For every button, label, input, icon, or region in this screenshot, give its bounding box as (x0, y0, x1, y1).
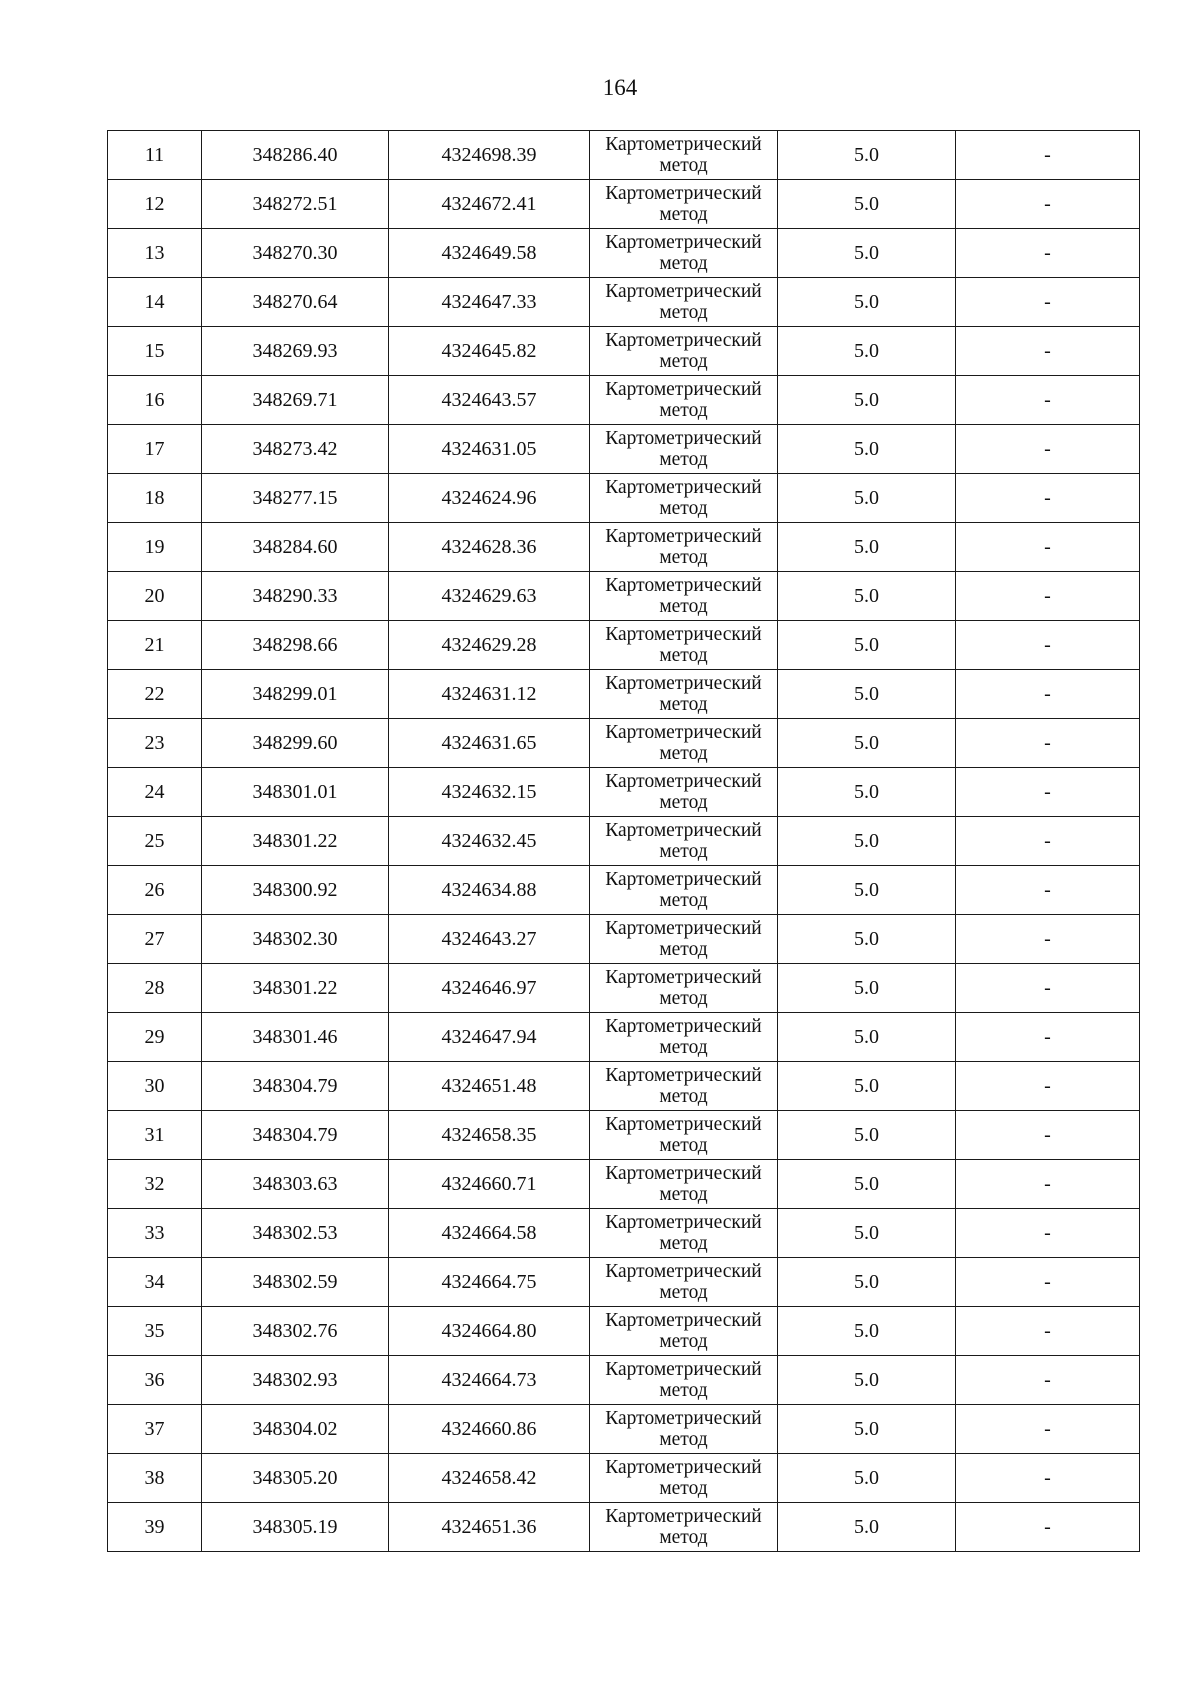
point-number-cell: 19 (108, 523, 202, 572)
table-row (108, 1405, 1140, 1454)
note-cell: - (956, 278, 1140, 327)
page-number: 164 (602, 75, 638, 100)
point-number-cell: 33 (108, 1209, 202, 1258)
accuracy-cell: 5.0 (778, 1307, 956, 1356)
x-coordinate-cell: 348304.79 (202, 1111, 389, 1160)
x-coordinate-cell: 348301.46 (202, 1013, 389, 1062)
table-row (108, 1013, 1140, 1062)
point-number-cell: 12 (108, 180, 202, 229)
note-cell: - (956, 1160, 1140, 1209)
x-coordinate-cell: 348302.93 (202, 1356, 389, 1405)
method-cell: Картометрический метод (590, 1307, 778, 1356)
table-row (108, 572, 1140, 621)
coordinates-table (107, 130, 1140, 1552)
x-coordinate-cell: 348277.15 (202, 474, 389, 523)
x-coordinate-cell: 348301.22 (202, 817, 389, 866)
y-coordinate-cell: 4324624.96 (389, 474, 590, 523)
method-cell: Картометрический метод (590, 425, 778, 474)
method-cell: Картометрический метод (590, 1062, 778, 1111)
note-cell: - (956, 327, 1140, 376)
note-cell: - (956, 131, 1140, 180)
x-coordinate-cell: 348269.71 (202, 376, 389, 425)
method-cell: Картометрический метод (590, 229, 778, 278)
table-row (108, 1307, 1140, 1356)
accuracy-cell: 5.0 (778, 327, 956, 376)
x-coordinate-cell: 348290.33 (202, 572, 389, 621)
method-cell: Картометрический метод (590, 327, 778, 376)
table-row (108, 327, 1140, 376)
y-coordinate-cell: 4324672.41 (389, 180, 590, 229)
note-cell: - (956, 621, 1140, 670)
note-cell: - (956, 474, 1140, 523)
method-cell: Картометрический метод (590, 1454, 778, 1503)
point-number-cell: 24 (108, 768, 202, 817)
x-coordinate-cell: 348299.60 (202, 719, 389, 768)
y-coordinate-cell: 4324628.36 (389, 523, 590, 572)
y-coordinate-cell: 4324629.28 (389, 621, 590, 670)
table-row (108, 866, 1140, 915)
note-cell: - (956, 719, 1140, 768)
x-coordinate-cell: 348304.02 (202, 1405, 389, 1454)
y-coordinate-cell: 4324664.75 (389, 1258, 590, 1307)
y-coordinate-cell: 4324631.65 (389, 719, 590, 768)
point-number-cell: 11 (108, 131, 202, 180)
accuracy-cell: 5.0 (778, 670, 956, 719)
x-coordinate-cell: 348301.22 (202, 964, 389, 1013)
accuracy-cell: 5.0 (778, 1405, 956, 1454)
note-cell: - (956, 768, 1140, 817)
point-number-cell: 18 (108, 474, 202, 523)
note-cell: - (956, 866, 1140, 915)
note-cell: - (956, 1454, 1140, 1503)
method-cell: Картометрический метод (590, 1503, 778, 1552)
y-coordinate-cell: 4324664.73 (389, 1356, 590, 1405)
point-number-cell: 39 (108, 1503, 202, 1552)
table-row (108, 180, 1140, 229)
accuracy-cell: 5.0 (778, 768, 956, 817)
table-row (108, 1356, 1140, 1405)
x-coordinate-cell: 348301.01 (202, 768, 389, 817)
table-row (108, 523, 1140, 572)
table-row (108, 229, 1140, 278)
x-coordinate-cell: 348302.59 (202, 1258, 389, 1307)
table-row (108, 1209, 1140, 1258)
method-cell: Картометрический метод (590, 621, 778, 670)
note-cell: - (956, 376, 1140, 425)
table-row (108, 719, 1140, 768)
table-row (108, 1258, 1140, 1307)
y-coordinate-cell: 4324647.94 (389, 1013, 590, 1062)
point-number-cell: 31 (108, 1111, 202, 1160)
accuracy-cell: 5.0 (778, 1209, 956, 1258)
accuracy-cell: 5.0 (778, 1111, 956, 1160)
note-cell: - (956, 523, 1140, 572)
x-coordinate-cell: 348302.53 (202, 1209, 389, 1258)
x-coordinate-cell: 348269.93 (202, 327, 389, 376)
y-coordinate-cell: 4324660.86 (389, 1405, 590, 1454)
method-cell: Картометрический метод (590, 1160, 778, 1209)
table-row (108, 670, 1140, 719)
x-coordinate-cell: 348304.79 (202, 1062, 389, 1111)
method-cell: Картометрический метод (590, 719, 778, 768)
y-coordinate-cell: 4324632.45 (389, 817, 590, 866)
x-coordinate-cell: 348302.76 (202, 1307, 389, 1356)
y-coordinate-cell: 4324629.63 (389, 572, 590, 621)
x-coordinate-cell: 348272.51 (202, 180, 389, 229)
accuracy-cell: 5.0 (778, 1160, 956, 1209)
y-coordinate-cell: 4324658.35 (389, 1111, 590, 1160)
point-number-cell: 26 (108, 866, 202, 915)
table-row (108, 1062, 1140, 1111)
y-coordinate-cell: 4324651.48 (389, 1062, 590, 1111)
point-number-cell: 25 (108, 817, 202, 866)
table-row (108, 817, 1140, 866)
y-coordinate-cell: 4324649.58 (389, 229, 590, 278)
note-cell: - (956, 1013, 1140, 1062)
note-cell: - (956, 670, 1140, 719)
x-coordinate-cell: 348302.30 (202, 915, 389, 964)
accuracy-cell: 5.0 (778, 719, 956, 768)
accuracy-cell: 5.0 (778, 866, 956, 915)
point-number-cell: 16 (108, 376, 202, 425)
point-number-cell: 27 (108, 915, 202, 964)
y-coordinate-cell: 4324643.57 (389, 376, 590, 425)
method-cell: Картометрический метод (590, 523, 778, 572)
x-coordinate-cell: 348299.01 (202, 670, 389, 719)
note-cell: - (956, 1062, 1140, 1111)
note-cell: - (956, 1356, 1140, 1405)
y-coordinate-cell: 4324698.39 (389, 131, 590, 180)
method-cell: Картометрический метод (590, 817, 778, 866)
table-row (108, 1111, 1140, 1160)
point-number-cell: 30 (108, 1062, 202, 1111)
x-coordinate-cell: 348298.66 (202, 621, 389, 670)
y-coordinate-cell: 4324631.05 (389, 425, 590, 474)
y-coordinate-cell: 4324643.27 (389, 915, 590, 964)
y-coordinate-cell: 4324645.82 (389, 327, 590, 376)
point-number-cell: 37 (108, 1405, 202, 1454)
x-coordinate-cell: 348284.60 (202, 523, 389, 572)
point-number-cell: 29 (108, 1013, 202, 1062)
point-number-cell: 22 (108, 670, 202, 719)
point-number-cell: 32 (108, 1160, 202, 1209)
y-coordinate-cell: 4324658.42 (389, 1454, 590, 1503)
note-cell: - (956, 915, 1140, 964)
x-coordinate-cell: 348270.64 (202, 278, 389, 327)
table-row (108, 621, 1140, 670)
accuracy-cell: 5.0 (778, 817, 956, 866)
method-cell: Картометрический метод (590, 1209, 778, 1258)
y-coordinate-cell: 4324646.97 (389, 964, 590, 1013)
accuracy-cell: 5.0 (778, 1013, 956, 1062)
point-number-cell: 17 (108, 425, 202, 474)
note-cell: - (956, 817, 1140, 866)
table-row (108, 915, 1140, 964)
accuracy-cell: 5.0 (778, 1258, 956, 1307)
note-cell: - (956, 1307, 1140, 1356)
method-cell: Картометрический метод (590, 474, 778, 523)
accuracy-cell: 5.0 (778, 964, 956, 1013)
table-row (108, 425, 1140, 474)
x-coordinate-cell: 348303.63 (202, 1160, 389, 1209)
point-number-cell: 36 (108, 1356, 202, 1405)
point-number-cell: 38 (108, 1454, 202, 1503)
point-number-cell: 15 (108, 327, 202, 376)
point-number-cell: 21 (108, 621, 202, 670)
y-coordinate-cell: 4324651.36 (389, 1503, 590, 1552)
accuracy-cell: 5.0 (778, 572, 956, 621)
accuracy-cell: 5.0 (778, 915, 956, 964)
coordinates-table-body (108, 131, 1140, 1552)
method-cell: Картометрический метод (590, 572, 778, 621)
x-coordinate-cell: 348286.40 (202, 131, 389, 180)
x-coordinate-cell: 348270.30 (202, 229, 389, 278)
accuracy-cell: 5.0 (778, 1356, 956, 1405)
note-cell: - (956, 1258, 1140, 1307)
method-cell: Картометрический метод (590, 1356, 778, 1405)
table-row (108, 376, 1140, 425)
note-cell: - (956, 229, 1140, 278)
y-coordinate-cell: 4324664.80 (389, 1307, 590, 1356)
accuracy-cell: 5.0 (778, 1503, 956, 1552)
point-number-cell: 28 (108, 964, 202, 1013)
x-coordinate-cell: 348305.20 (202, 1454, 389, 1503)
accuracy-cell: 5.0 (778, 474, 956, 523)
method-cell: Картометрический метод (590, 278, 778, 327)
method-cell: Картометрический метод (590, 180, 778, 229)
point-number-cell: 23 (108, 719, 202, 768)
method-cell: Картометрический метод (590, 1013, 778, 1062)
method-cell: Картометрический метод (590, 1111, 778, 1160)
method-cell: Картометрический метод (590, 1405, 778, 1454)
table-row (108, 1454, 1140, 1503)
method-cell: Картометрический метод (590, 915, 778, 964)
note-cell: - (956, 1111, 1140, 1160)
note-cell: - (956, 964, 1140, 1013)
method-cell: Картометрический метод (590, 670, 778, 719)
accuracy-cell: 5.0 (778, 523, 956, 572)
note-cell: - (956, 1503, 1140, 1552)
method-cell: Картометрический метод (590, 131, 778, 180)
accuracy-cell: 5.0 (778, 278, 956, 327)
x-coordinate-cell: 348300.92 (202, 866, 389, 915)
y-coordinate-cell: 4324664.58 (389, 1209, 590, 1258)
method-cell: Картометрический метод (590, 1258, 778, 1307)
accuracy-cell: 5.0 (778, 425, 956, 474)
y-coordinate-cell: 4324631.12 (389, 670, 590, 719)
point-number-cell: 14 (108, 278, 202, 327)
table-row (108, 131, 1140, 180)
method-cell: Картометрический метод (590, 866, 778, 915)
point-number-cell: 35 (108, 1307, 202, 1356)
accuracy-cell: 5.0 (778, 621, 956, 670)
accuracy-cell: 5.0 (778, 180, 956, 229)
point-number-cell: 34 (108, 1258, 202, 1307)
table-row (108, 964, 1140, 1013)
note-cell: - (956, 1209, 1140, 1258)
note-cell: - (956, 180, 1140, 229)
point-number-cell: 20 (108, 572, 202, 621)
table-row (108, 1160, 1140, 1209)
table-row (108, 768, 1140, 817)
y-coordinate-cell: 4324634.88 (389, 866, 590, 915)
x-coordinate-cell: 348273.42 (202, 425, 389, 474)
y-coordinate-cell: 4324632.15 (389, 768, 590, 817)
table-row (108, 1503, 1140, 1552)
accuracy-cell: 5.0 (778, 131, 956, 180)
y-coordinate-cell: 4324660.71 (389, 1160, 590, 1209)
point-number-cell: 13 (108, 229, 202, 278)
note-cell: - (956, 572, 1140, 621)
method-cell: Картометрический метод (590, 376, 778, 425)
accuracy-cell: 5.0 (778, 1454, 956, 1503)
accuracy-cell: 5.0 (778, 1062, 956, 1111)
method-cell: Картометрический метод (590, 768, 778, 817)
y-coordinate-cell: 4324647.33 (389, 278, 590, 327)
note-cell: - (956, 1405, 1140, 1454)
x-coordinate-cell: 348305.19 (202, 1503, 389, 1552)
method-cell: Картометрический метод (590, 964, 778, 1013)
accuracy-cell: 5.0 (778, 229, 956, 278)
note-cell: - (956, 425, 1140, 474)
table-row (108, 278, 1140, 327)
table-row (108, 474, 1140, 523)
accuracy-cell: 5.0 (778, 376, 956, 425)
